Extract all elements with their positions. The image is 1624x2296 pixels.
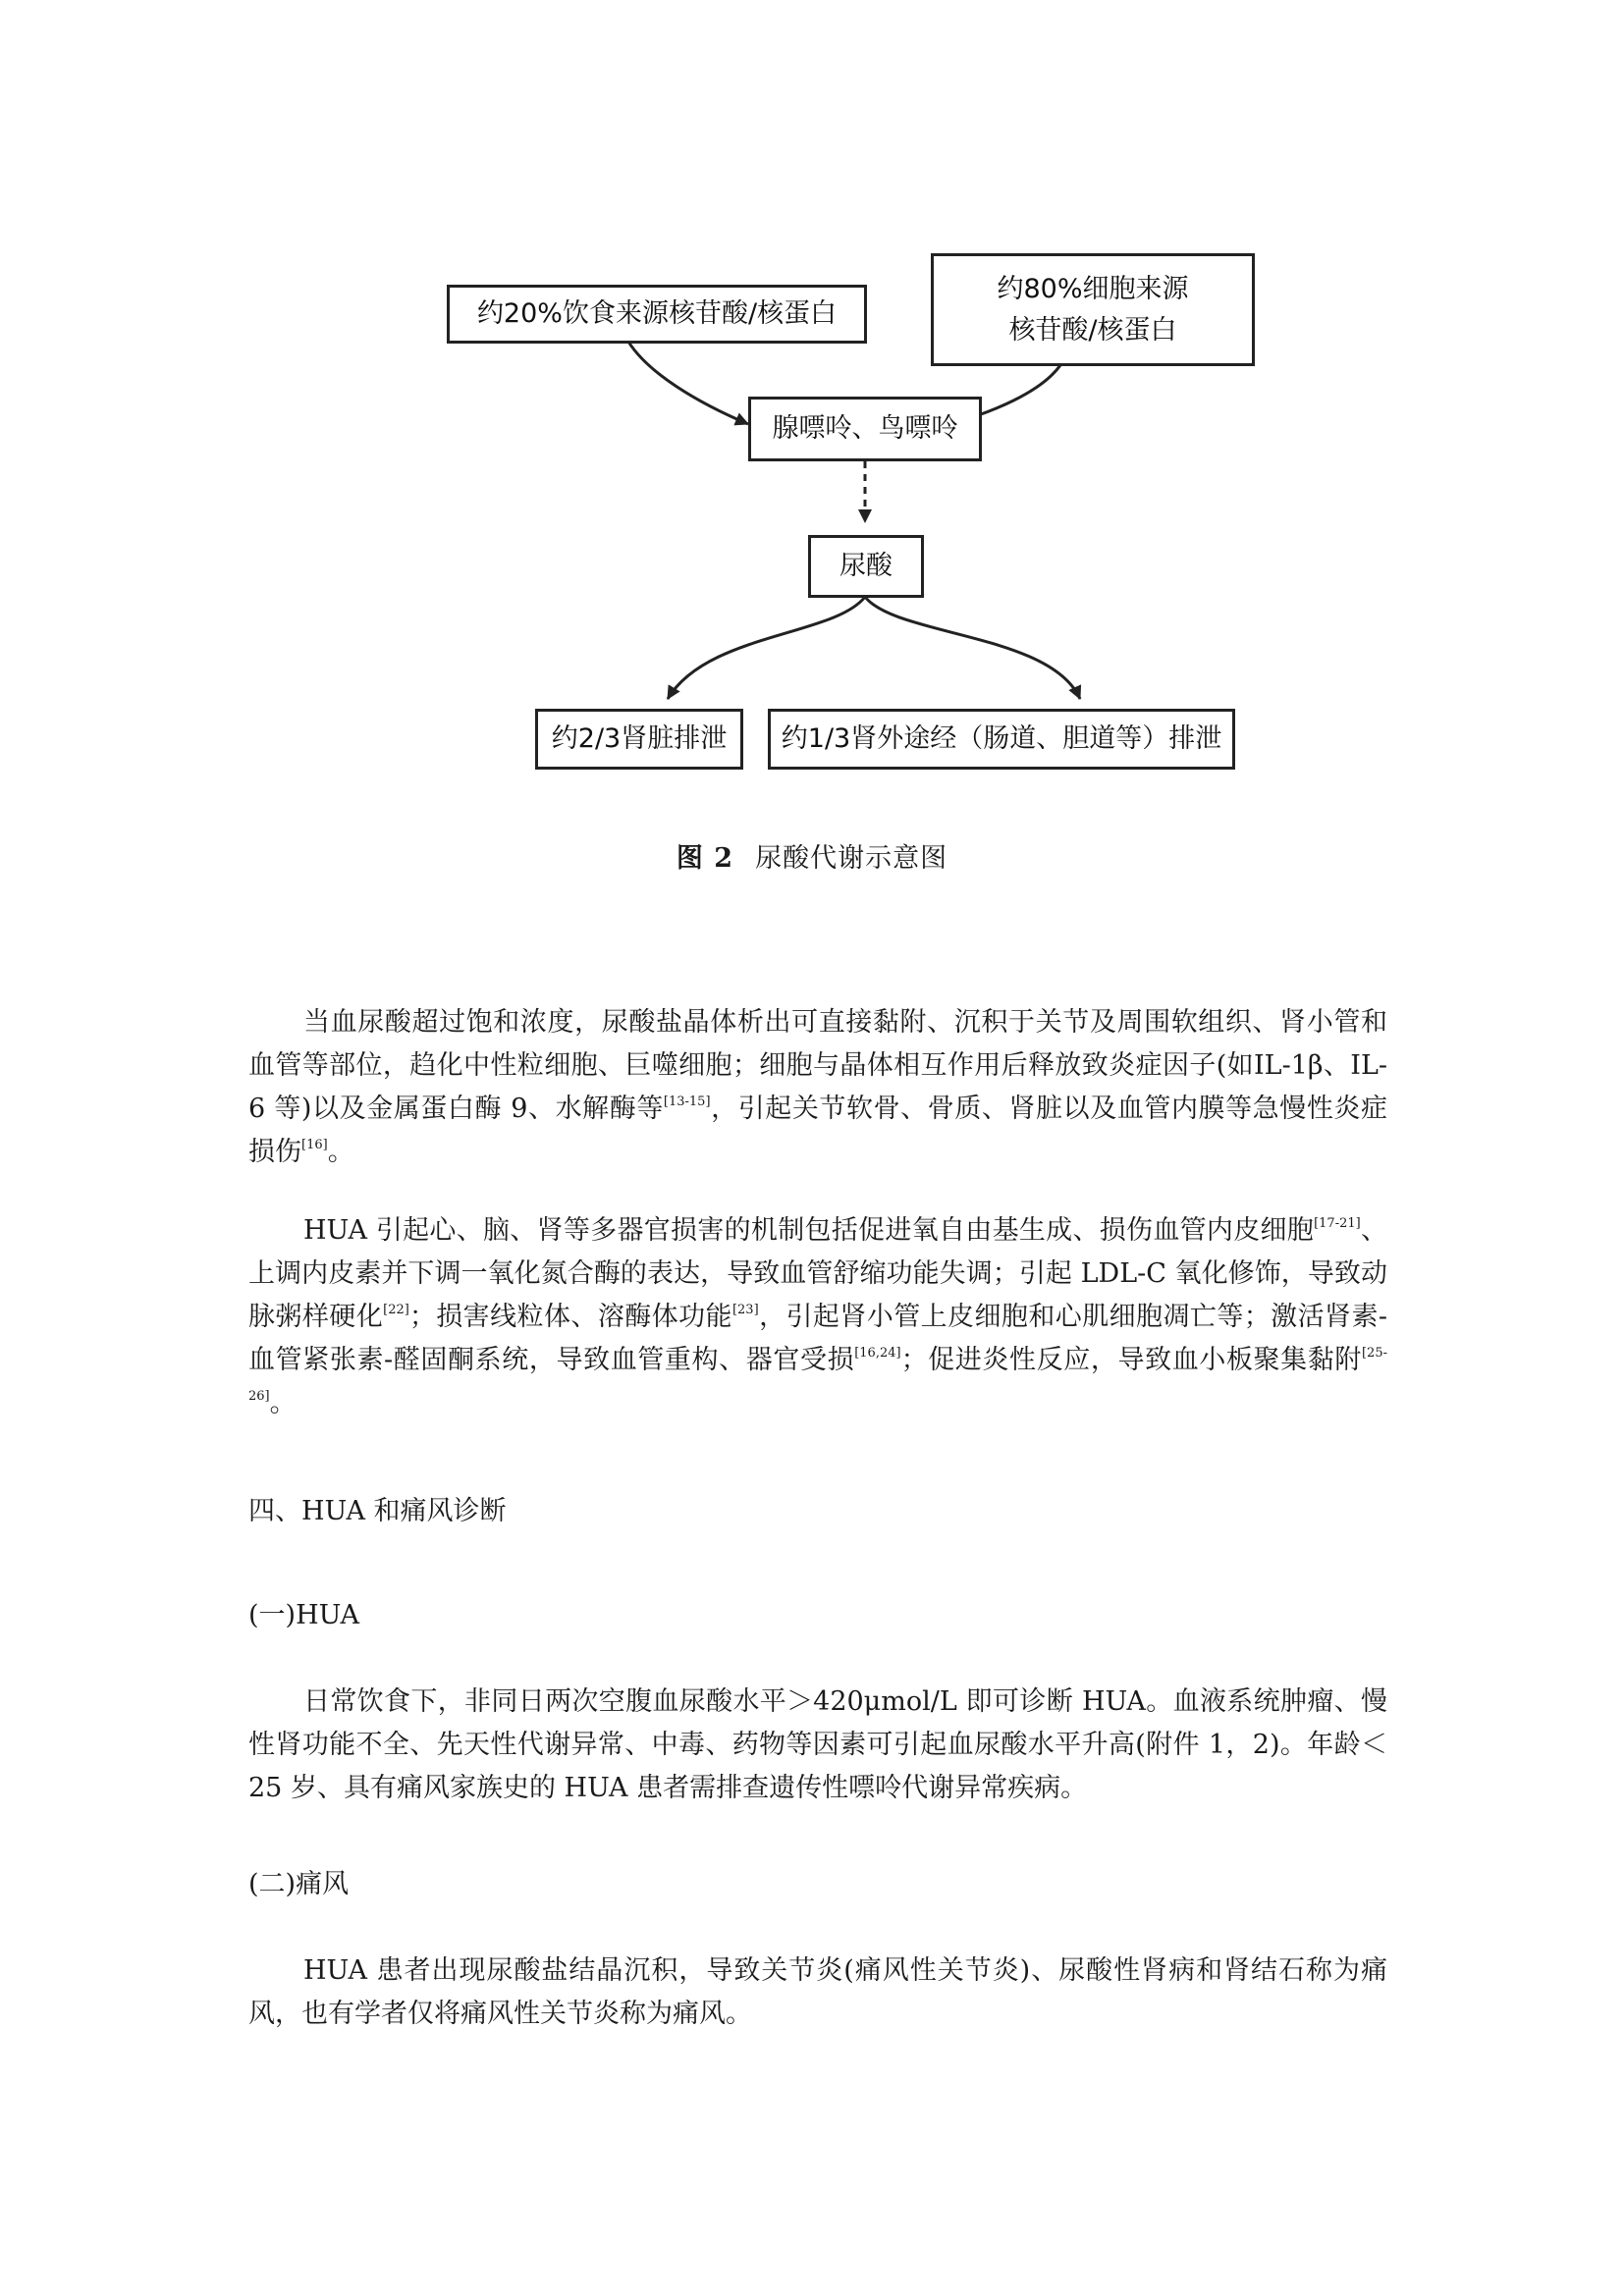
extrarenal-excretion-box (768, 709, 1235, 770)
paragraph-crystal-deposition (248, 1001, 1387, 1174)
arrow-uric-acid-to-renal (668, 597, 865, 699)
figure-caption (0, 836, 1624, 875)
arrow-uric-acid-to-extrarenal (865, 597, 1080, 699)
citation: [13-15] (663, 1095, 711, 1109)
uric-acid-metabolism-figure (0, 0, 1624, 903)
paragraph-text: ，引起关节软骨、骨质、肾脏以及血管内膜等急慢性炎症损伤 (248, 1094, 1388, 1167)
paragraph-text: 。 (269, 1388, 297, 1418)
paragraph-text: ；损害线粒体、溶酶体功能 (408, 1302, 732, 1332)
arrow-dietary-to-purines (628, 342, 748, 424)
paragraph-organ-damage (248, 1209, 1387, 1425)
cellular-source-label-line1: 约80%细胞来源 (997, 273, 1189, 304)
citation: [16,24] (854, 1346, 901, 1361)
citation: [22] (383, 1303, 409, 1317)
subheading-gout: (二)痛风 (248, 1869, 350, 1899)
paragraph-gout-definition (248, 1949, 1387, 2036)
cellular-source-box (931, 253, 1255, 366)
subheading-hua: (一)HUA (248, 1600, 360, 1630)
cellular-source-label-line2: 核苷酸/核蛋白 (1008, 314, 1177, 346)
extrarenal-excretion-label: 约1/3肾外途经（肠道、胆道等）排泄 (781, 723, 1222, 754)
paragraph-text: HUA 引起心、脑、肾等多器官损害的机制包括促进氧自由基生成、损伤血管内皮细胞 (303, 1215, 1315, 1246)
figure-number: 图 2 (676, 843, 734, 874)
paragraph-text: HUA 患者出现尿酸盐结晶沉积，导致关节炎(痛风性关节炎)、尿酸性肾病和肾结石称为痛风，也有学者仅将痛风性关节炎称为痛风。 (248, 1955, 1387, 2029)
citation: [25-26] (248, 1346, 1387, 1404)
purines-label: 腺嘌呤、鸟嘌呤 (772, 413, 958, 444)
paragraph-text: 。 (327, 1137, 354, 1167)
paragraph-text: ；促进炎性反应，导致血小板聚集黏附 (900, 1345, 1362, 1375)
paragraph-text: 日常饮食下，非同日两次空腹血尿酸水平＞420μmol/L 即可诊断 HUA。血液系统肿瘤、慢性肾功能不全、先天性代谢异常、中毒、药物等因素可引起血尿酸水平升高(附件 1，2)。年龄＜25 岁、具有痛风家族史的 HUA 患者需排查遗传性嘌呤代谢异常疾病。 (248, 1686, 1387, 1803)
citation: [16] (301, 1138, 328, 1152)
purines-box (748, 397, 982, 461)
citation: [23] (731, 1303, 759, 1317)
figure-caption-text: 尿酸代谢示意图 (755, 843, 948, 874)
dietary-source-label: 约20%饮食来源核苷酸/核蛋白 (476, 298, 838, 329)
paragraph-hua-diagnosis (248, 1681, 1387, 1810)
paragraph-text: ，引起肾小管上皮细胞和心肌细胞凋亡等；激活肾素-血管紧张素-醛固酮系统，导致血管重构、器官受损 (248, 1302, 1388, 1375)
citation: [17-21] (1314, 1216, 1361, 1231)
paragraph-text: 、上调内皮素并下调一氧化氮合酶的表达，导致血管舒缩功能失调；引起 LDL-C 氧化修饰，导致动脉粥样硬化 (248, 1215, 1387, 1332)
paragraph-text: 当血尿酸超过饱和浓度，尿酸盐晶体析出可直接黏附、沉积于关节及周围软组织、肾小管和血管等部位，趋化中性粒细胞、巨噬细胞；细胞与晶体相互作用后释放致炎症因子(如IL-1β、IL-6 等)以及金属蛋白酶 9、水解酶等 (248, 1007, 1387, 1124)
uric-acid-label: 尿酸 (839, 551, 893, 581)
uric-acid-box (808, 535, 924, 598)
dietary-source-box (447, 285, 867, 344)
renal-excretion-label: 约2/3肾脏排泄 (551, 723, 728, 754)
section-heading-diagnosis: 四、HUA 和痛风诊断 (248, 1496, 507, 1526)
renal-excretion-box (535, 709, 743, 770)
